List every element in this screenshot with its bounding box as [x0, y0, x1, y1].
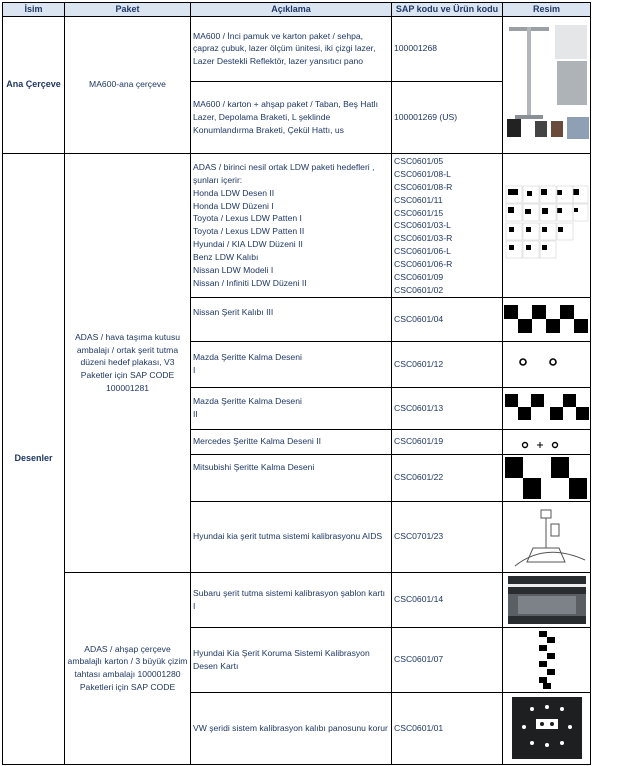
description-cell: ADAS / birinci nesil ortak LDW paketi hedefleri , şunları içerir: Honda LDW Desen II Honda LDW Düzeni I Toyota / Lexus LDW Patten I Toyota / Lexus LDW Patten II Hyundai / KIA LDW Düzeni II Benz LDW Kalıbı Nissan LDW Modeli I Nissan / Infiniti LDW Düzeni II	[191, 153, 392, 297]
sap-code-cell: CSC0701/23	[392, 501, 503, 572]
checker-pattern	[503, 454, 591, 501]
header-row	[3, 3, 591, 17]
description-cell: Mercedes Şeritte Kalma Deseni II	[191, 429, 392, 454]
dots-pattern-icon	[505, 438, 589, 450]
description-cell: Subaru şerit tutma sistemi kalibrasyon şablon kartı I	[191, 572, 392, 627]
header-paket: Paket	[65, 3, 191, 17]
checker-pattern	[503, 627, 591, 692]
description-cell: Mazda Şeritte Kalma Deseni I	[191, 341, 392, 387]
sap-code-cell: CSC0601/07	[392, 627, 503, 692]
group-name-ana: Ana Çerçeve	[3, 16, 65, 153]
laser-stand-icon	[505, 502, 589, 568]
subaru-card	[503, 572, 591, 627]
header-resim: Resim	[503, 3, 591, 17]
header-aciklama: Açıklama	[191, 3, 392, 17]
checker-pattern-icon	[504, 305, 590, 333]
description-cell: VW şeridi sistem kalibrasyon kalıbı panosunu korur	[191, 692, 392, 764]
sap-code-cell: CSC0601/22	[392, 454, 503, 501]
vw-board	[503, 692, 591, 764]
laser-stand	[503, 501, 591, 572]
sap-code-cell: CSC0601/19	[392, 429, 503, 454]
description-cell: Hyundai kia şerit tutma sistemi kalibrasyonu AIDS	[191, 501, 392, 572]
description-cell: MA600 / İnci pamuk ve karton paket / sehpa, çapraz çubuk, lazer ölçüm ünitesi, iki çizgi lazer, Lazer Destekli Reflektör, lazer yansıtıcı pano	[191, 16, 392, 81]
ldw-targets-icon	[505, 185, 589, 265]
checker-pattern-icon	[505, 394, 589, 422]
checker-pattern-icon	[539, 631, 555, 689]
table-row	[3, 572, 591, 627]
header-isim: İsim	[3, 3, 65, 17]
description-cell: Mitsubishi Şeritte Kalma Deseni	[191, 454, 392, 501]
frame-photo	[503, 16, 591, 153]
package-ana: MA600-ana çerçeve	[65, 16, 191, 153]
dots-pattern	[503, 341, 591, 387]
checker-pattern-icon	[505, 457, 589, 499]
sap-code-cell: CSC0601/12	[392, 341, 503, 387]
header-sap: SAP kodu ve Ürün kodu	[392, 3, 503, 17]
package-desenler-1: ADAS / hava taşıma kutusu ambalajı / ortak şerit tutma düzeni hedef plakası, V3 Paketler için SAP CODE 100001281	[65, 153, 191, 572]
product-table	[2, 2, 591, 765]
package-desenler-2: ADAS / ahşap çerçeve ambalajlı karton / 3 büyük çizim tahtası ambalajı 100001280 Paketleri için SAP CODE	[65, 572, 191, 764]
frame-photo-icon	[505, 21, 589, 149]
sap-code-cell: CSC0601/13	[392, 387, 503, 429]
sap-code-cell: 100001269 (US)	[392, 81, 503, 153]
sap-code-cell: CSC0601/01	[392, 692, 503, 764]
vw-board-icon	[512, 697, 582, 759]
sap-code-cell: CSC0601/14	[392, 572, 503, 627]
table-row	[3, 16, 591, 81]
sap-code-cell: 100001268	[392, 16, 503, 81]
sap-code-cell: CSC0601/05 CSC0601/08-L CSC0601/08-R CSC0601/11 CSC0601/15 CSC0601/03-L CSC0601/03-R CSC0601/06-L CSC0601/06-R CSC0601/09 CSC0601/02	[392, 153, 503, 297]
description-cell: Hyundai Kia Şerit Koruma Sistemi Kalibrasyon Desen Kartı	[191, 627, 392, 692]
ldw-targets	[503, 153, 591, 297]
dots-pattern-icon	[505, 352, 589, 372]
dots-pattern	[503, 429, 591, 454]
checker-pattern	[503, 387, 591, 429]
description-cell: MA600 / karton + ahşap paket / Taban, Beş Hatlı Lazer, Depolama Braketi, L şeklinde Konumlandırma Braketi, Çekül Hattı, us	[191, 81, 392, 153]
description-cell: Mazda Şeritte Kalma Deseni II	[191, 387, 392, 429]
table-row	[3, 153, 591, 297]
group-name-desenler: Desenler	[3, 153, 65, 764]
checker-pattern	[503, 297, 591, 341]
sap-code-cell: CSC0601/04	[392, 297, 503, 341]
subaru-card-icon	[508, 576, 586, 624]
description-cell: Nissan Şerit Kalıbı III	[191, 297, 392, 341]
